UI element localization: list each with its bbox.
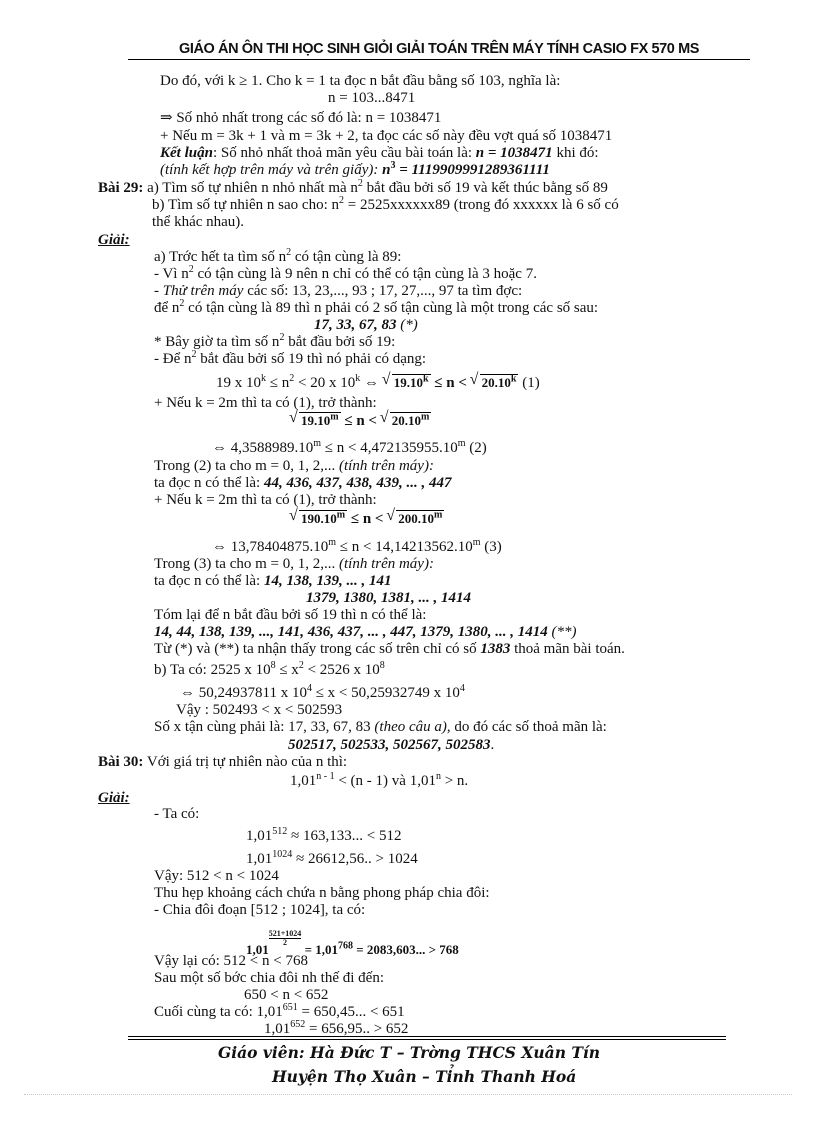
text-line: + Nếu k = 2m thì ta có (1), trở thành: [154,395,377,411]
solution-heading: Giải: [98,232,130,248]
text-line: (tính kết hợp trên máy và trên giấy): $n^3 = 1119909991289361111$ [160,160,550,178]
text-line: thể khác nhau). [152,214,245,230]
formula-line: √ $19.10^m \le n$ < √ 20.10$^m$ [290,412,431,430]
text-line: - Ta có: [154,806,200,822]
text-line: 17, 33, 67, 83 (*) [314,317,418,333]
page-header: GIÁO ÁN ÔN THI HỌC SINH GIỎI GIẢI TOÁN TRÊN MÁY TÍNH CASIO FX 570 MS [128,40,750,60]
formula-line: $1,01^{n - 1} < (n - 1)$ và $1,01^n > n$. [290,771,469,789]
solution-heading: Giải: [98,790,130,806]
footer-teacher: Giáo viên: Hà Đức T – Trờng THCS Xuân Tín [218,1043,601,1062]
text-line: Trong (2) ta cho m = 0, 1, 2,... (tính trên máy): [154,458,434,474]
sqrt-symbol: √ 20.10$^k$ [471,374,519,392]
sqrt-symbol: √ 190.10$^m$ [290,510,347,528]
sqrt-symbol: √ 19.10$^k$ [383,374,431,392]
text-line: để $n^2$ có tận cùng là 89 thì n phải có 2 số tận cùng là một trong các số sau: [154,298,599,316]
text-line: Trong (3) ta cho m = 0, 1, 2,... (tính trên máy): [154,556,434,572]
footer-rule [128,1036,726,1037]
text-line: - Thử trên máy các số: 13, 23,..., 93 ; 17, 27,..., 97 ta tìm đợc: [154,283,523,299]
problem-30: Bài 30: Với giá trị tự nhiên nào của n thì: [98,754,348,770]
problem-29: Bài 29: a) Tìm số tự nhiên n nhỏ nhất mà $n^2$ bắt đầu bởi số 19 và kết thúc bằng số 89 [98,178,608,196]
text-line: 1379, 1380, 1381, ... , 1414 [306,590,471,606]
formula-line: $1,01^{652} = 656,95$.. > 652 [264,1019,409,1037]
text-line: 650 < n < 652 [244,987,329,1003]
text-line: - Chia đôi đoạn [512 ; 1024], ta có: [154,902,366,918]
sqrt-symbol: √ 200.10$^m$ [387,510,444,528]
formula-line: ⇔ $4,3588989.10^m \le n < 4,472135955.10^m$ (2) [212,438,487,456]
formula-line: Cuối cùng ta có: $1,01^{651} = 650,45$... < 651 [154,1002,405,1020]
text-line: 14, 44, 138, 139, ..., 141, 436, 437, ... , 447, 1379, 1380, ... , 1414 (**) [154,624,577,640]
text-line: Số x tận cùng phải là: 17, 33, 67, 83 (theo câu a), do đó các số thoả mãn là: [154,719,607,735]
text-line: ⇒ Số nhỏ nhất trong các số đó là: n = 1038471 [160,110,442,126]
text-line: ta đọc n có thể là: 44, 436, 437, 438, 439, ... , 447 [154,475,452,491]
conclusion-line: Kết luận: Số nhỏ nhất thoả mãn yêu cầu bài toán là: n = 1038471 khi đó: [160,145,599,161]
text-line: Vậy : 502493 < x < 502593 [176,702,343,718]
formula-line: $1,01^{1024} \approx 26612,56$.. > 1024 [246,849,418,867]
text-line: Thu hẹp khoảng cách chứa n bằng phong pháp chia đôi: [154,885,490,901]
text-line: n = 103...8471 [328,90,416,106]
formula-line: ⇔ $13,78404875.10^m \le n < 14,14213562.10^m$ (3) [212,537,502,555]
formula-line: 19 x $10^k \le n^2 < 20$ x 10$^k$ ⇔ √ $19.10^k \le n$ < √ 20.10$^k$ (1) [216,374,540,392]
text-line: - Để $n^2$ bắt đầu bởi số 19 thì nó phải có dạng: [154,349,427,367]
formula-line: b) Ta có: 2525 x $10^8 \le x^2 < 2526$ x $10^8$ [154,660,385,678]
sqrt-symbol: √ 19.10$^m$ [290,412,341,430]
text-line: ta đọc n có thể là: 14, 138, 139, ... , 141 [154,573,392,589]
footer-location: Huyện Thọ Xuân – Tỉnh Thanh Hoá [272,1067,577,1086]
text-line: 502517, 502533, 502567, 502583. [288,737,495,753]
formula-line: ⇔ 50,24937811 x $10^4 \le x < 50,25932749$ x $10^4$ [180,683,465,701]
text-line: - Vì $n^2$ có tận cùng là 9 nên n chỉ có thể có tận cùng là 3 hoặc 7. [154,264,537,282]
text-line: Vậy lại có: 512 < n < 768 [154,953,308,969]
text-line: Tóm lại để n bắt đầu bởi số 19 thì n có thể là: [154,607,427,623]
page-edge [24,1094,792,1095]
text-line: Do đó, với k ≥ 1. Cho k = 1 ta đọc n bắt đầu bằng số 103, nghĩa là: [160,73,561,89]
formula-line: √ $190.10^m \le n$ < √ 200.10$^m$ [290,510,444,528]
text-line: + Nếu m = 3k + 1 và m = 3k + 2, ta đọc các số này đều vợt quá số 1038471 [160,128,613,144]
fraction-exponent: $\frac{521+1024}{2}$ [268,929,302,947]
text-line: b) Tìm số tự nhiên n sao cho: $n^2$ = 2525xxxxxx89 (trong đó xxxxxx là 6 số có [152,195,619,213]
formula-line: 1,01 $\frac{521+1024}{2} = 1,01^{768} = 2083,603$... > 768 [246,929,459,957]
text-line: + Nếu k = 2m thì ta có (1), trở thành: [154,492,377,508]
text-line: Từ (*) và (**) ta nhận thấy trong các số trên chỉ có số 1383 thoả mãn bài toán. [154,641,625,657]
footer-rule [128,1039,726,1040]
text-line: Sau một số bớc chia đôi nh thế đi đến: [154,970,384,986]
text-line: a) Trớc hết ta tìm số $n^2$ có tận cùng là 89: [154,247,402,265]
implies-arrow-icon: ⇒ [160,110,173,126]
text-line: Vậy: 512 < n < 1024 [154,868,279,884]
formula-line: $1,01^{512} \approx 163,133$... < 512 [246,826,402,844]
text-line: * Bây giờ ta tìm số $n^2$ bắt đầu bởi số 19: [154,332,396,350]
sqrt-symbol: √ 20.10$^m$ [381,412,432,430]
